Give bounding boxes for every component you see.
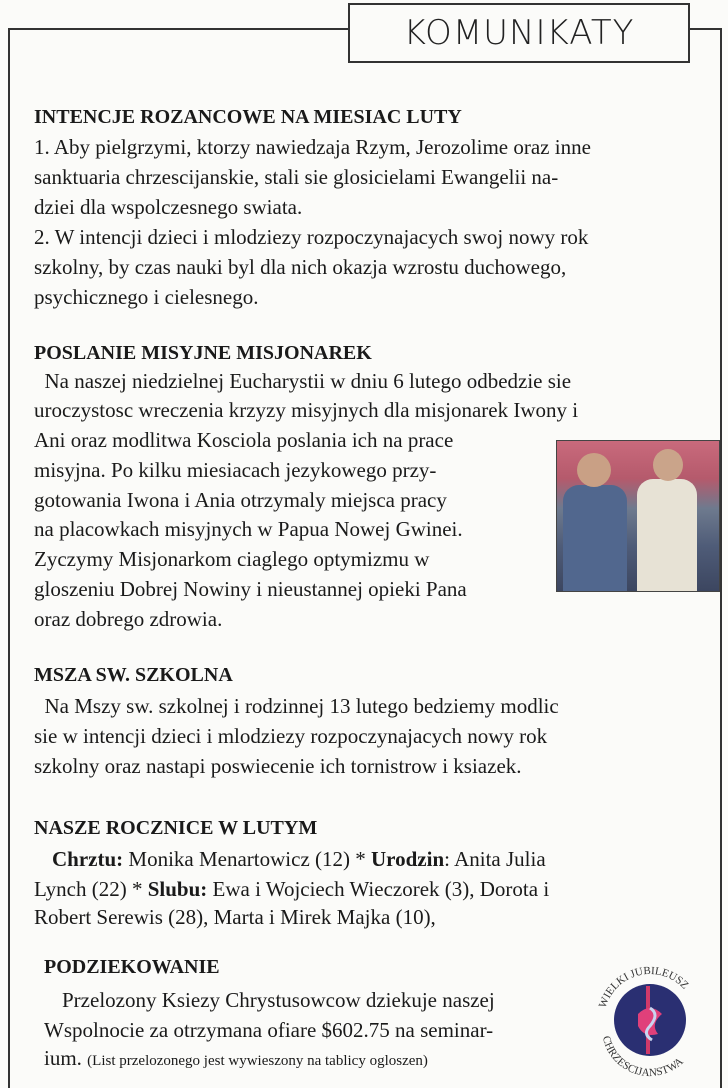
section-heading: INTENCJE ROZANCOWE NA MIESIAC LUTY bbox=[34, 106, 462, 128]
text-line: dziei dla wspolczesnego swiata. bbox=[34, 195, 303, 219]
section-heading: MSZA SW. SZKOLNA bbox=[34, 664, 233, 686]
logo-text: CHRZESCIJANSTWA bbox=[599, 1034, 686, 1080]
text-line: Na Mszy sw. szkolnej i rodzinnej 13 lutego bedziemy modlic bbox=[34, 694, 559, 718]
section-heading: NASZE ROCZNICE W LUTYM bbox=[34, 817, 318, 839]
text-line: 2. W intencji dzieci i mlodziezy rozpoczynajacych swoj nowy rok bbox=[34, 225, 589, 249]
text: Lynch (22) * bbox=[34, 877, 148, 901]
text-line bbox=[34, 876, 549, 902]
text-line: psychicznego i cielesnego. bbox=[34, 285, 259, 309]
text-line: misyjna. Po kilku miesiacach jezykowego przy- bbox=[34, 458, 437, 482]
text-line: Przelozony Ksiezy Chrystusowcow dziekuje naszej bbox=[62, 988, 495, 1012]
text-line: oraz dobrego zdrowia. bbox=[34, 607, 223, 631]
page-title: KOMUNIKATY bbox=[348, 3, 690, 63]
label-birthday: Urodzin bbox=[371, 847, 445, 871]
text-line: sanktuaria chrzescijanskie, stali sie glosicielami Ewangelii na- bbox=[34, 165, 559, 189]
text-line bbox=[44, 1045, 428, 1074]
text: : Anita Julia bbox=[444, 847, 546, 871]
logo-text: WIELKI JUBILEUSZ bbox=[596, 964, 691, 1010]
missionaries-photo bbox=[556, 440, 720, 592]
note: (List przelozonego jest wywieszony na tablicy ogloszen) bbox=[87, 1053, 428, 1069]
text-line bbox=[52, 846, 546, 872]
text-line: szkolny oraz nastapi poswiecenie ich tornistrow i ksiazek. bbox=[34, 754, 522, 778]
section-heading: PODZIEKOWANIE bbox=[44, 956, 220, 978]
text-line: Na naszej niedzielnej Eucharystii w dniu 6 lutego odbedzie sie bbox=[34, 369, 572, 393]
label-baptism: Chrztu: bbox=[52, 847, 124, 871]
section-heading: POSLANIE MISYJNE MISJONAREK bbox=[34, 342, 372, 364]
text-line: na placowkach misyjnych w Papua Nowej Gwinei. bbox=[34, 517, 463, 541]
text-line: 1. Aby pielgrzymi, ktorzy nawiedzaja Rzym, Jerozolime oraz inne bbox=[34, 135, 591, 159]
text-line: Wspolnocie za otrzymana ofiare $602.75 na seminar- bbox=[44, 1018, 494, 1042]
text-line: uroczystosc wreczenia krzyzy misyjnych dla misjonarek Iwony i bbox=[34, 398, 579, 422]
text-line: Robert Serewis (28), Marta i Mirek Majka (10), bbox=[34, 905, 436, 929]
text-line: szkolny, by czas nauki byl dla nich okazja wzrostu duchowego, bbox=[34, 255, 567, 279]
text-line: sie w intencji dzieci i mlodziezy rozpoczynajacych nowy rok bbox=[34, 724, 548, 748]
text: Monika Menartowicz (12) * bbox=[123, 847, 372, 871]
jubilee-logo bbox=[588, 958, 712, 1082]
text: Ewa i Wojciech Wieczorek (3), Dorota i bbox=[207, 877, 550, 901]
text-line: gotowania Iwona i Ania otrzymaly miejsca pracy bbox=[34, 488, 447, 512]
label-wedding: Slubu: bbox=[147, 877, 208, 901]
text-line: Zyczymy Misjonarkom ciaglego optymizmu w bbox=[34, 547, 430, 571]
text: ium. bbox=[44, 1046, 82, 1070]
text-line: Ani oraz modlitwa Kosciola poslania ich na prace bbox=[34, 428, 454, 452]
text-line: gloszeniu Dobrej Nowiny i nieustannej opieki Pana bbox=[34, 577, 467, 601]
